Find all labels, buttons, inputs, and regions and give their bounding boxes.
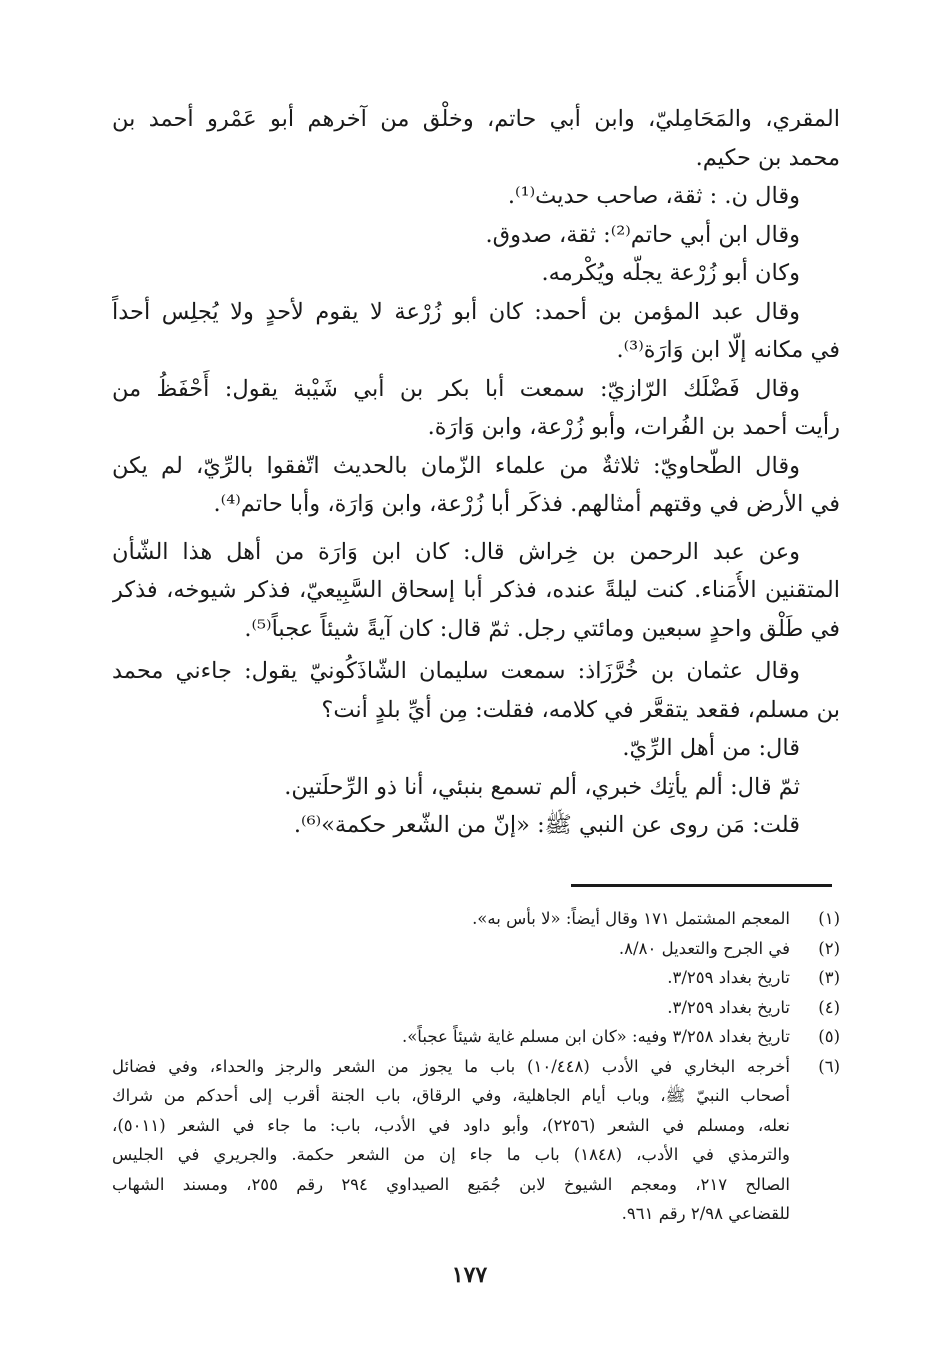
footnote-number: (٥): [818, 1027, 840, 1046]
footnote-number: (٣): [818, 968, 840, 987]
text-line: وكان أبو زُرْعة يجلّه ويُكْرمه.: [541, 260, 800, 286]
text-line: وقال ن. : ثقة، صاحب حديث⁽¹⁾.: [507, 183, 800, 209]
text-line: وقال عثمان بن خُرَّزَاذ: سمعت سليمان الشّاذَكُونيّ يقول: جاءني محمد: [112, 658, 800, 684]
text-line: المقري، والمَحَامِليّ، وابن أبي حاتم، وخلْق من آخرهم أبو عَمْرو أحمد بن: [112, 106, 840, 132]
footnote-text: نعله، ومسلم في الشعر (٢٢٥٦)، وأبو داود في الأدب، باب: ما جاء في الشعر (٥٠١١)،: [112, 1115, 790, 1135]
text-line: ثمّ قال: ألم يأتِك خبري، ألم تسمع بنبئي، أنا ذو الرِّحلَتين.: [284, 773, 800, 800]
footnote-number: (٤): [818, 997, 840, 1017]
text-line: المتقنين الأُمَناء. كنت ليلةً عنده، فذكر أبا إسحاق السَّبِيعيّ، فذكر شيوخه، فذكر: [112, 577, 840, 603]
text-line: وعن عبد الرحمن بن خِراش قال: كان ابن وَارَة من أهل هذا الشّأن: [112, 538, 800, 565]
footnote-separator: [571, 884, 832, 887]
footnote-number: (٦): [818, 1056, 840, 1076]
text-line: في الأرض في وقتهم أمثالهم. فذكَر أبا زُرْعة، وابن وَارَة، وأبا حاتم⁽⁴⁾.: [213, 491, 840, 517]
text-line: وقال الطّحاويّ: ثلاثةٌ من علماء الزّمان بالحديث اتّفقوا بالرِّيّ، لم يكن: [112, 452, 800, 479]
text-line: في مكانه إلّا ابن وَارَة⁽³⁾.: [616, 337, 840, 363]
footnote-number: (٢): [818, 938, 840, 958]
footnote-text: في الجرح والتعديل ٨/٨٠.: [618, 938, 790, 958]
footnote-text: تاريخ بغداد ٣/٢٥٨ وفيه: «كان ابن مسلم غاية شيئاً عجباً».: [401, 1027, 790, 1046]
footnote-text: المعجم المشتمل ١٧١ وقال أيضاً: «لا بأس به».: [472, 909, 790, 928]
footnote-text: والترمذي في الأدب، (١٨٤٨) باب ما جاء إن من الشعر حكمة. والجريري في الجليس: [112, 1145, 790, 1164]
footnote-text: تاريخ بغداد ٣/٢٥٩.: [667, 968, 790, 987]
text-line: في طَلْق واحدٍ سبعين ومائتي رجل. ثمّ قال: كان آيةً شيئاً عجباً⁽⁵⁾.: [244, 615, 840, 642]
main-text: [112, 100, 840, 845]
footnote: [112, 963, 840, 993]
footnote: [112, 904, 840, 934]
footnote-number: (١): [818, 909, 840, 928]
footnote-text: للقضاعي ٢/٩٨ رقم ٩٦١.: [621, 1204, 790, 1223]
page-number: ١٧٧: [451, 1262, 488, 1288]
text-line: وقال عبد المؤمن بن أحمد: كان أبو زُرْعة لا يقوم لأحدٍ ولا يُجلِس أحداً: [112, 298, 800, 325]
text-line: وقال ابن أبي حاتم⁽²⁾: ثقة، صدوق.: [485, 221, 800, 248]
footnote: [112, 1022, 840, 1052]
footnote-text: تاريخ بغداد ٣/٢٥٩.: [667, 997, 790, 1017]
footnote: [112, 1052, 840, 1229]
text-line: قال: من أهل الرِّيّ.: [622, 735, 800, 761]
footnote: [112, 993, 840, 1023]
text-line: بن مسلم، فقعد يتقعَّر في كلامه، فقلت: مِن أيِّ بلدٍ أنت؟: [321, 696, 840, 723]
text-line: وقال فَضْلَك الرّازيّ: سمعت أبا بكر بن أبي شَيْبة يقول: أَحْفَظُ من: [112, 375, 800, 402]
footnotes: [112, 904, 840, 1229]
footnote-text: أصحاب النبيّ ﷺ، وباب أيام الجاهلية، وفي الرقاق، باب الجنة أقرب إلى أحدكم من شراك: [112, 1086, 790, 1105]
footnote-text: الصالح ٢١٧، ومعجم الشيوخ لابن جُمَيع الصيداوي ٢٩٤ رقم ٢٥٥، ومسند الشهاب: [112, 1174, 790, 1194]
footnote: [112, 934, 840, 964]
text-line: رأيت أحمد بن الفُرات، وأبو زُرْعة، وابن وَارَة.: [427, 414, 840, 440]
text-line: محمد بن حكيم.: [695, 144, 840, 171]
text-line: قلت: مَن روى عن النبي ﷺ: «إنّ من الشّعر حكمة»⁽⁶⁾.: [293, 812, 800, 838]
footnote-text: أخرجه البخاري في الأدب (١٠/٤٤٨) باب ما يجوز من الشعر والرجز والحداء، وفي فضائل: [112, 1056, 790, 1076]
